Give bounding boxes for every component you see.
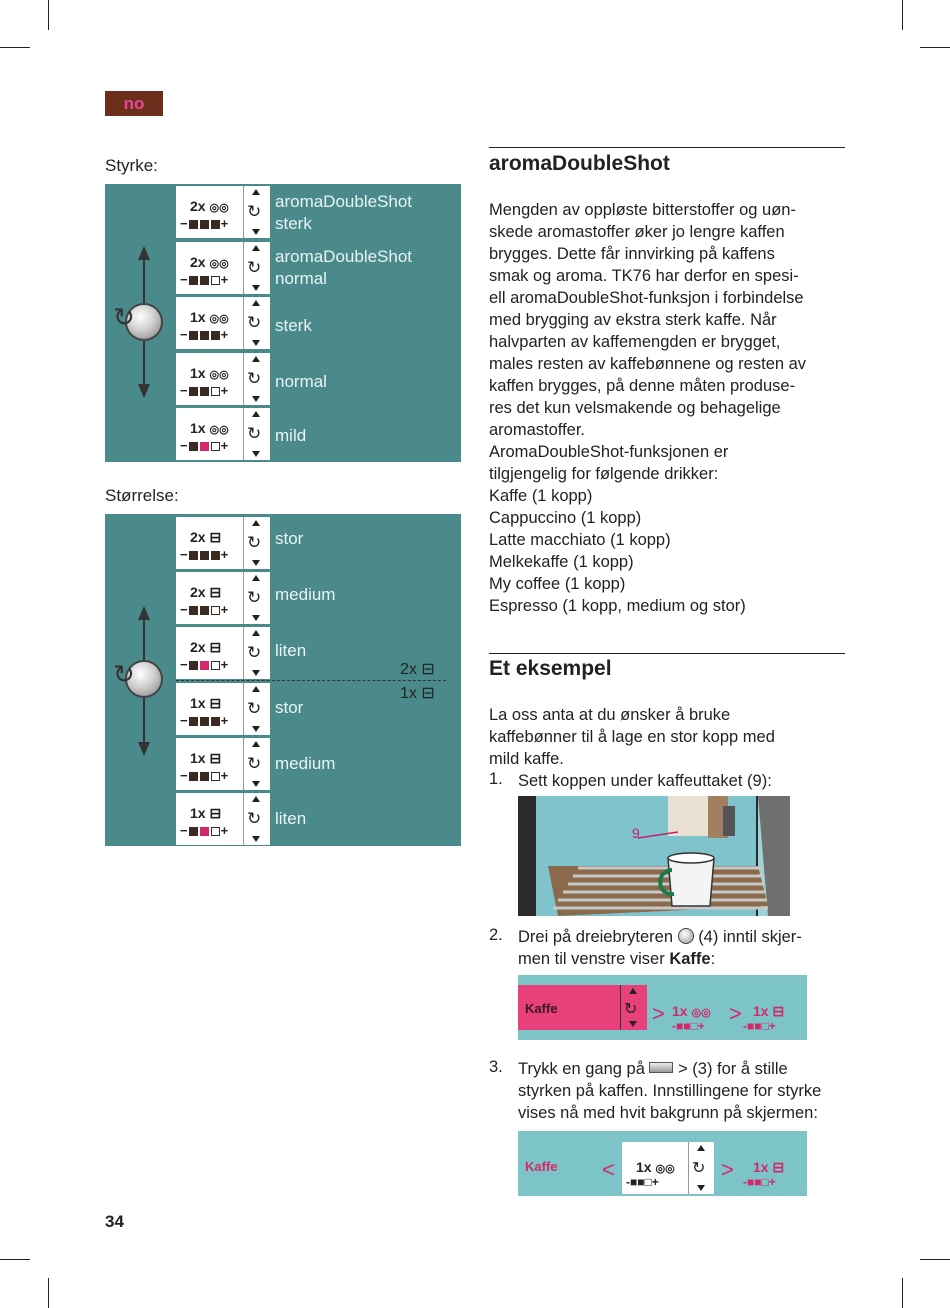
size-card: 2x ⊟ − + ↻ xyxy=(176,517,270,569)
step-number: 1. xyxy=(489,770,503,788)
cup-icon: ⊟ xyxy=(772,1003,785,1019)
rotate-icon: ↻ xyxy=(692,1160,706,1177)
size-card: 1x ⊟ − + ↻ xyxy=(176,738,270,790)
step-number: 3. xyxy=(489,1058,503,1076)
rotate-icon: ↻ xyxy=(247,643,262,662)
size-card: 1x ⊟ − + ↻ xyxy=(176,683,270,735)
strength-option: mild xyxy=(275,426,307,445)
arrow-down-icon xyxy=(138,742,150,756)
drink-name: Kaffe xyxy=(525,1001,558,1016)
strength-card: 1x ◎◎ − + ↻ xyxy=(176,297,270,349)
cup-icon: ⊟ xyxy=(209,639,222,655)
strength-card: 1x ◎◎ − + ↻ xyxy=(176,408,270,460)
strength-option: sterk xyxy=(275,316,312,335)
arrow-up-icon xyxy=(138,606,150,620)
strength-card: 2x ◎◎ − + ↻ xyxy=(176,186,270,238)
size-option: liten xyxy=(275,809,307,828)
rotate-icon: ↻ xyxy=(247,313,262,332)
rotate-arc-icon: ↻ xyxy=(113,659,135,689)
button-icon xyxy=(649,1062,673,1073)
size-option: stor xyxy=(275,698,304,717)
size-card: 1x ⊟ − + ↻ xyxy=(176,793,270,845)
page-number: 34 xyxy=(105,1212,124,1231)
display-screen: Kaffe < 1x ◎◎ -■■□+ ↻ > 1x ⊟ -■■□+ xyxy=(518,1131,807,1196)
section-intro: La oss anta at du ønsker å bruke kaffebønner til å lage en stor kopp med mild kaffe. xyxy=(489,706,775,768)
size-option: medium xyxy=(275,754,336,773)
section-body: Mengden av oppløste bitterstoffer og uøn- skede aromastoffer øker jo lengre kaffen brygges. Dette får innvirking på kaffens smak og aroma. TK76 har derfor en spesi- ell aromaDoubleShot-funksjon i forbindelse med brygging av ekstra sterk kaffe. Når halvparten av kaffemengden er brygget, males resten av kaffebønnene og resten av kaffen brygges, på denne måten produse- res det kun velsmakende og behagelige aromastoffer. AromaDoubleShot-funksjonen er tilgjengelig for følgende drikker: Kaffe (1 kopp) Cappuccino (1 kopp) Latte macchiato (1 kopp) Melkekaffe (1 kopp) My coffee (1 kopp) Espresso (1 kopp, medium og stor) xyxy=(489,201,807,615)
step-number: 2. xyxy=(489,926,503,944)
drink-name: Kaffe xyxy=(525,1159,558,1174)
rotate-arc-icon: ↻ xyxy=(113,302,135,332)
strength-option: aromaDoubleShot normal xyxy=(275,247,413,288)
strength-selector: 1x ◎◎ -■■□+ ↻ xyxy=(622,1142,714,1194)
rotate-icon: ↻ xyxy=(247,809,262,828)
storrelse-label: Størrelse: xyxy=(105,486,179,505)
styrke-label: Styrke: xyxy=(105,156,158,175)
cup-icon: ⊟ xyxy=(209,584,222,600)
coffee-machine-illustration xyxy=(518,796,790,916)
divider-lower-label: 1x ⊟ xyxy=(400,685,435,702)
cup-icon: ⊟ xyxy=(209,529,222,545)
divider-upper-label: 2x ⊟ xyxy=(400,661,435,678)
callout-label: 9 xyxy=(632,825,640,841)
size-card: 2x ⊟ − + ↻ xyxy=(176,627,270,679)
size-option: liten xyxy=(275,641,307,660)
step-text: Sett koppen under kaffeuttaket (9): xyxy=(518,772,772,790)
rotate-icon: ↻ xyxy=(247,258,262,277)
rotate-icon: ↻ xyxy=(247,202,262,221)
section-heading: Et eksempel xyxy=(489,657,612,680)
size-option: stor xyxy=(275,529,304,548)
strength-option: aromaDoubleShot sterk xyxy=(275,192,413,233)
size-card: 2x ⊟ − + ↻ xyxy=(176,572,270,624)
step-text: Trykk en gang på > (3) for å stille styrken på kaffen. Innstillingene for styrke vises nå med hvit bakgrunn på skjermen: xyxy=(518,1060,822,1122)
rotate-icon: ↻ xyxy=(247,369,262,388)
rotate-icon: ↻ xyxy=(247,588,262,607)
cup-icon: ⊟ xyxy=(209,695,222,711)
rotate-icon: ↻ xyxy=(247,754,262,773)
language-tag: no xyxy=(105,91,163,116)
strength-card: 1x ◎◎ − + ↻ xyxy=(176,353,270,405)
chevron-right-icon: > xyxy=(721,1157,734,1182)
strength-card: 2x ◎◎ − + ↻ xyxy=(176,242,270,294)
arrow-up-icon xyxy=(138,246,150,260)
rotate-icon: ↻ xyxy=(247,533,262,552)
divider-line xyxy=(176,680,446,681)
rotary-knob-icon xyxy=(678,928,694,944)
arrow-down-icon xyxy=(138,384,150,398)
rotate-icon: ↻ xyxy=(247,699,262,718)
chevron-right-icon: > xyxy=(652,1001,665,1026)
rotate-icon: ↻ xyxy=(247,424,262,443)
step-text: Drei på dreiebryteren (4) inntil skjer- men til venstre viser Kaffe: xyxy=(518,928,802,968)
chevron-right-icon: > xyxy=(729,1001,742,1026)
cup-icon: ⊟ xyxy=(209,805,222,821)
chevron-left-icon: < xyxy=(602,1157,615,1182)
display-screen: Kaffe ↻ > 1x ◎◎ -■■□+ > 1x ⊟ -■■□+ xyxy=(518,975,807,1040)
size-option: medium xyxy=(275,585,336,604)
strength-option: normal xyxy=(275,372,327,391)
cup-icon: ⊟ xyxy=(772,1159,785,1175)
cup-icon: ⊟ xyxy=(209,750,222,766)
section-heading: aromaDoubleShot xyxy=(489,152,670,175)
